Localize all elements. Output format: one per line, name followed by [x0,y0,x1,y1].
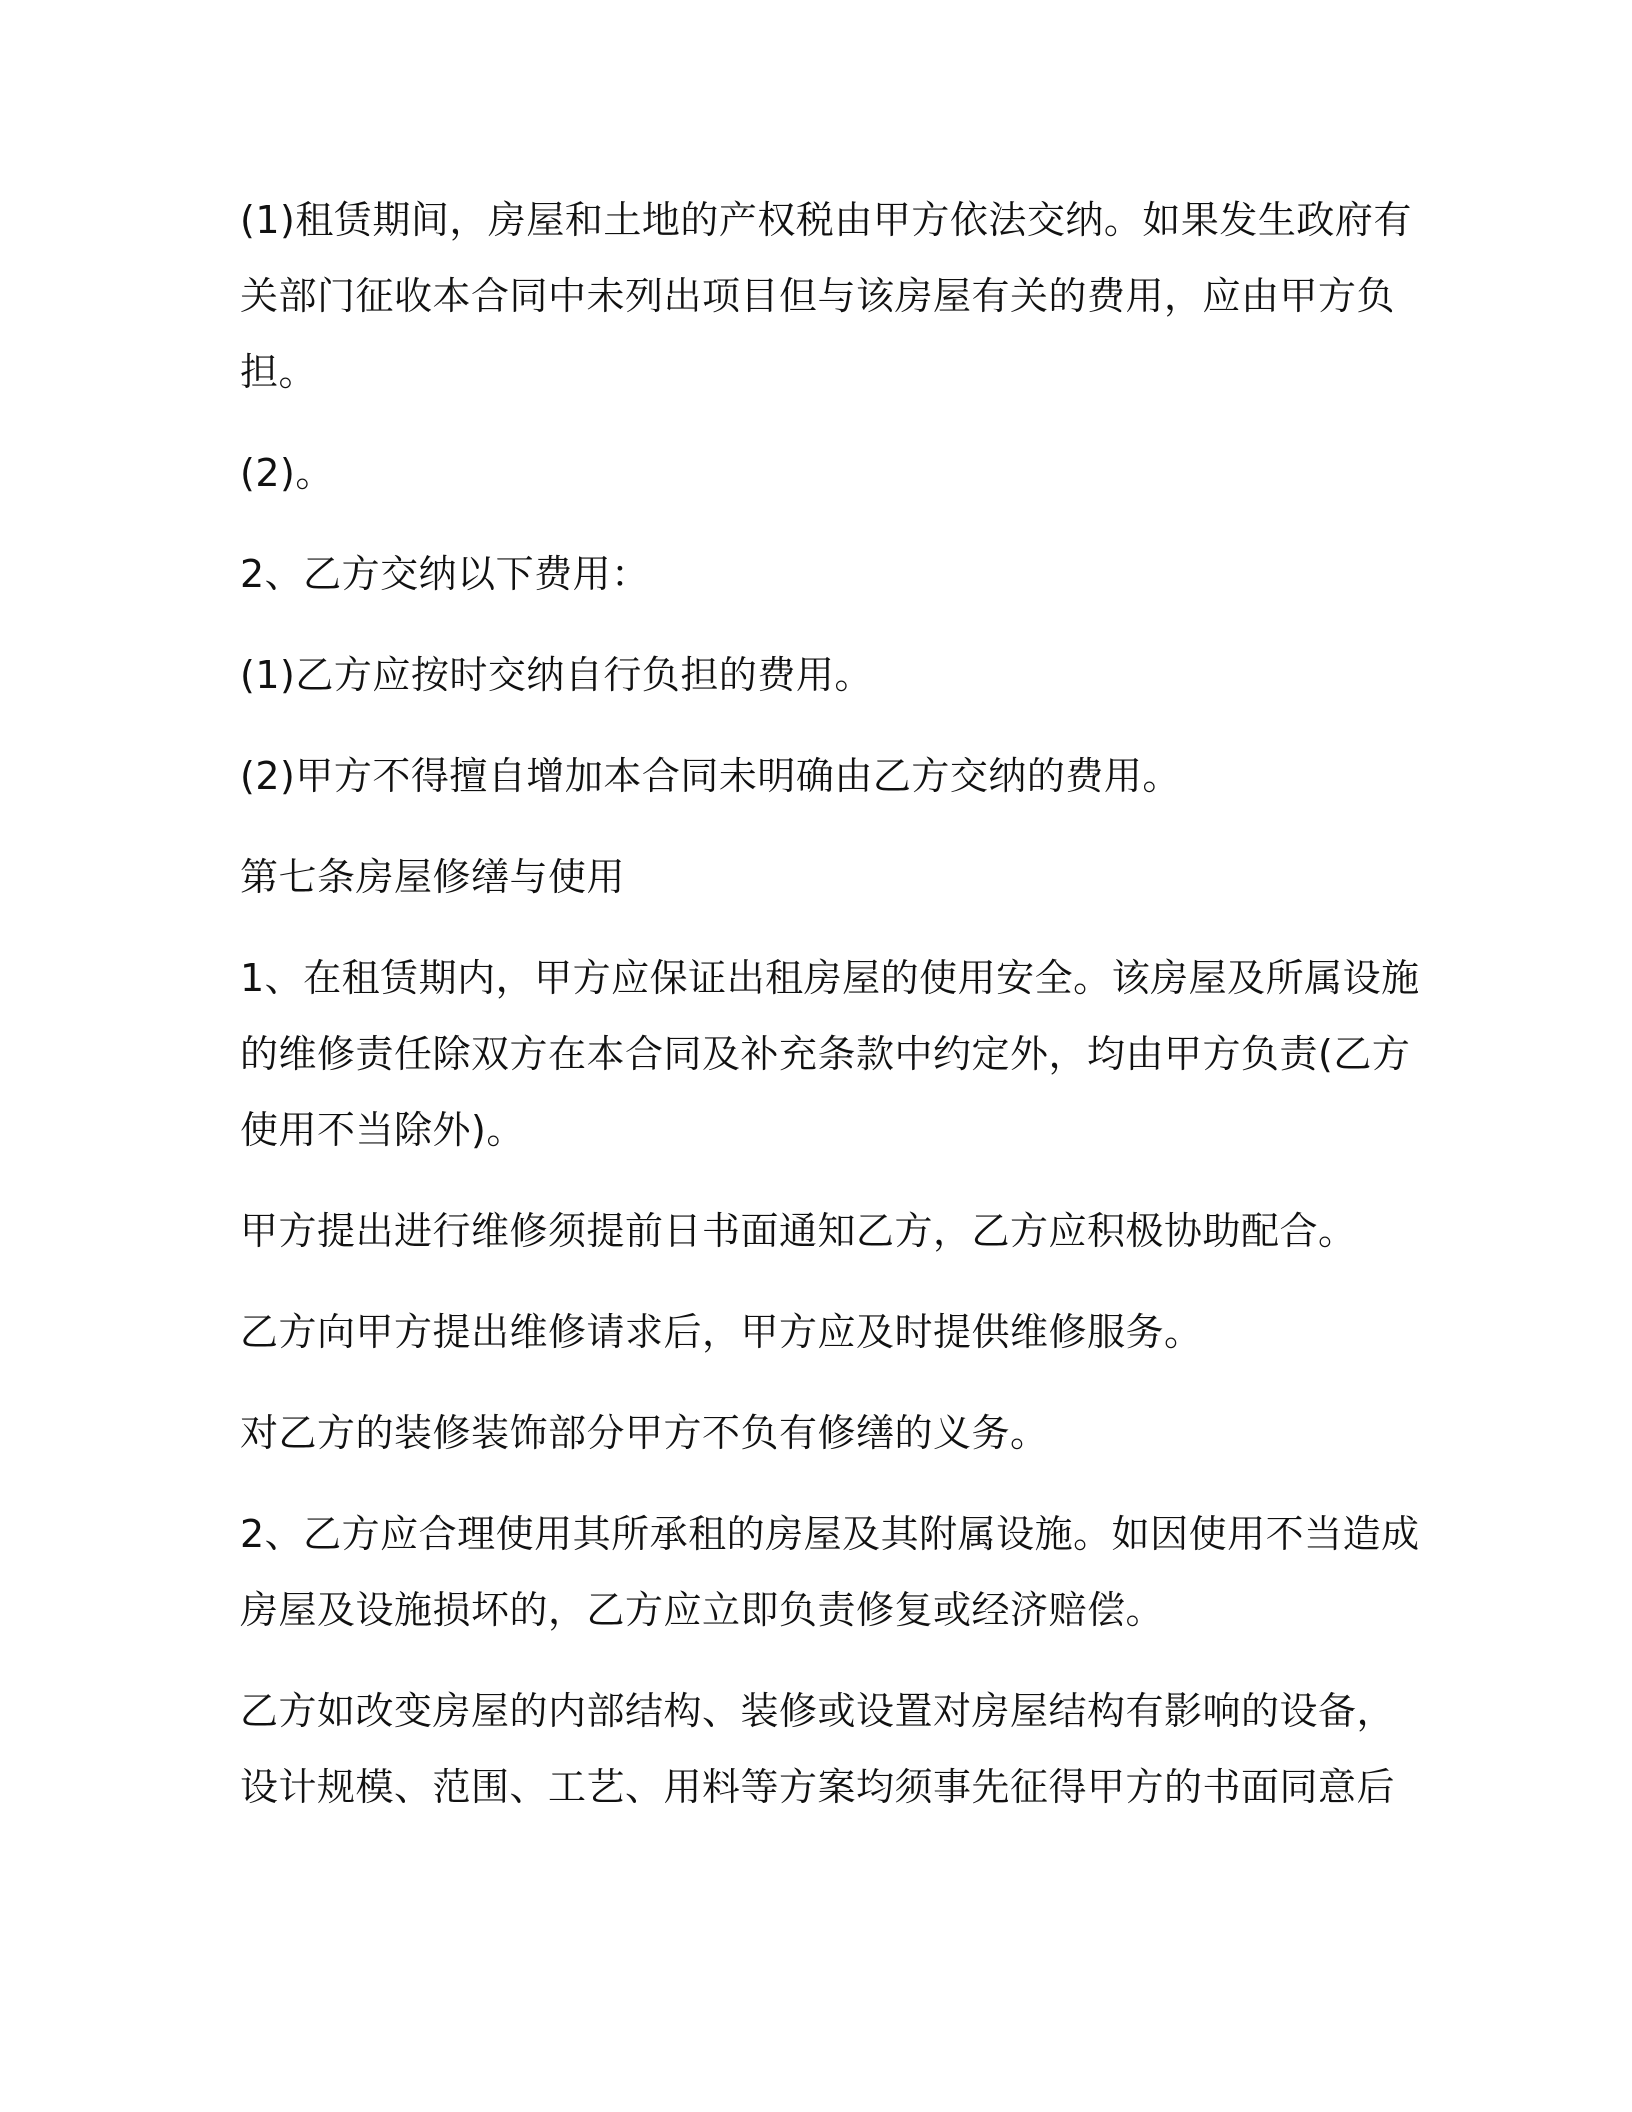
text-line: 对乙方的装修装饰部分甲方不负有修缮的义务。 [240,1411,1049,1455]
document-body [240,182,1420,1850]
text-line: 2、乙方应合理使用其所承租的房屋及其附属设施。如因使用不当造成 [240,1512,1420,1556]
paragraph-repair-request [240,1294,1400,1370]
paragraph-tenant-fees-1 [240,637,1400,713]
text-line: (2)甲方不得擅自增加本合同未明确由乙方交纳的费用。 [240,754,1181,798]
text-line: 甲方提出进行维修须提前日书面通知乙方，乙方应积极协助配合。 [240,1209,1357,1253]
paragraph-repair-2 [240,1496,1420,1648]
paragraph-structure-change [240,1673,1400,1825]
paragraph-repair-notice [240,1193,1400,1269]
text-line: 使用不当除外)。 [240,1108,525,1152]
text-line: (2)。 [240,451,334,495]
text-line: 担。 [240,350,318,394]
paragraph-decoration [240,1395,1400,1471]
text-line: 第七条房屋修缮与使用 [240,855,626,899]
text-line: 乙方向甲方提出维修请求后，甲方应及时提供维修服务。 [240,1310,1203,1354]
paragraph-tax-clause [240,182,1412,410]
text-line: 2、乙方交纳以下费用： [240,552,650,596]
text-line: 1、在租赁期内，甲方应保证出租房屋的使用安全。该房屋及所属设施 [240,956,1420,1000]
text-line: 乙方如改变房屋的内部结构、装修或设置对房屋结构有影响的设备， [240,1689,1396,1733]
text-line: 关部门征收本合同中未列出项目但与该房屋有关的费用，应由甲方负 [240,274,1396,318]
section-heading-article-7 [240,839,1400,915]
text-line: 房屋及设施损坏的，乙方应立即负责修复或经济赔偿。 [240,1588,1165,1632]
text-line: (1)租赁期间，房屋和土地的产权税由甲方依法交纳。如果发生政府有 [240,198,1412,242]
text-line: (1)乙方应按时交纳自行负担的费用。 [240,653,873,697]
text-line: 设计规模、范围、工艺、用料等方案均须事先征得甲方的书面同意后 [240,1765,1396,1809]
paragraph-repair-1 [240,940,1420,1168]
paragraph-item-2 [240,435,1400,511]
paragraph-tenant-fees-2 [240,738,1400,814]
paragraph-tenant-fees-heading [240,536,1400,612]
text-line: 的维修责任除双方在本合同及补充条款中约定外，均由甲方负责(乙方 [240,1032,1411,1076]
